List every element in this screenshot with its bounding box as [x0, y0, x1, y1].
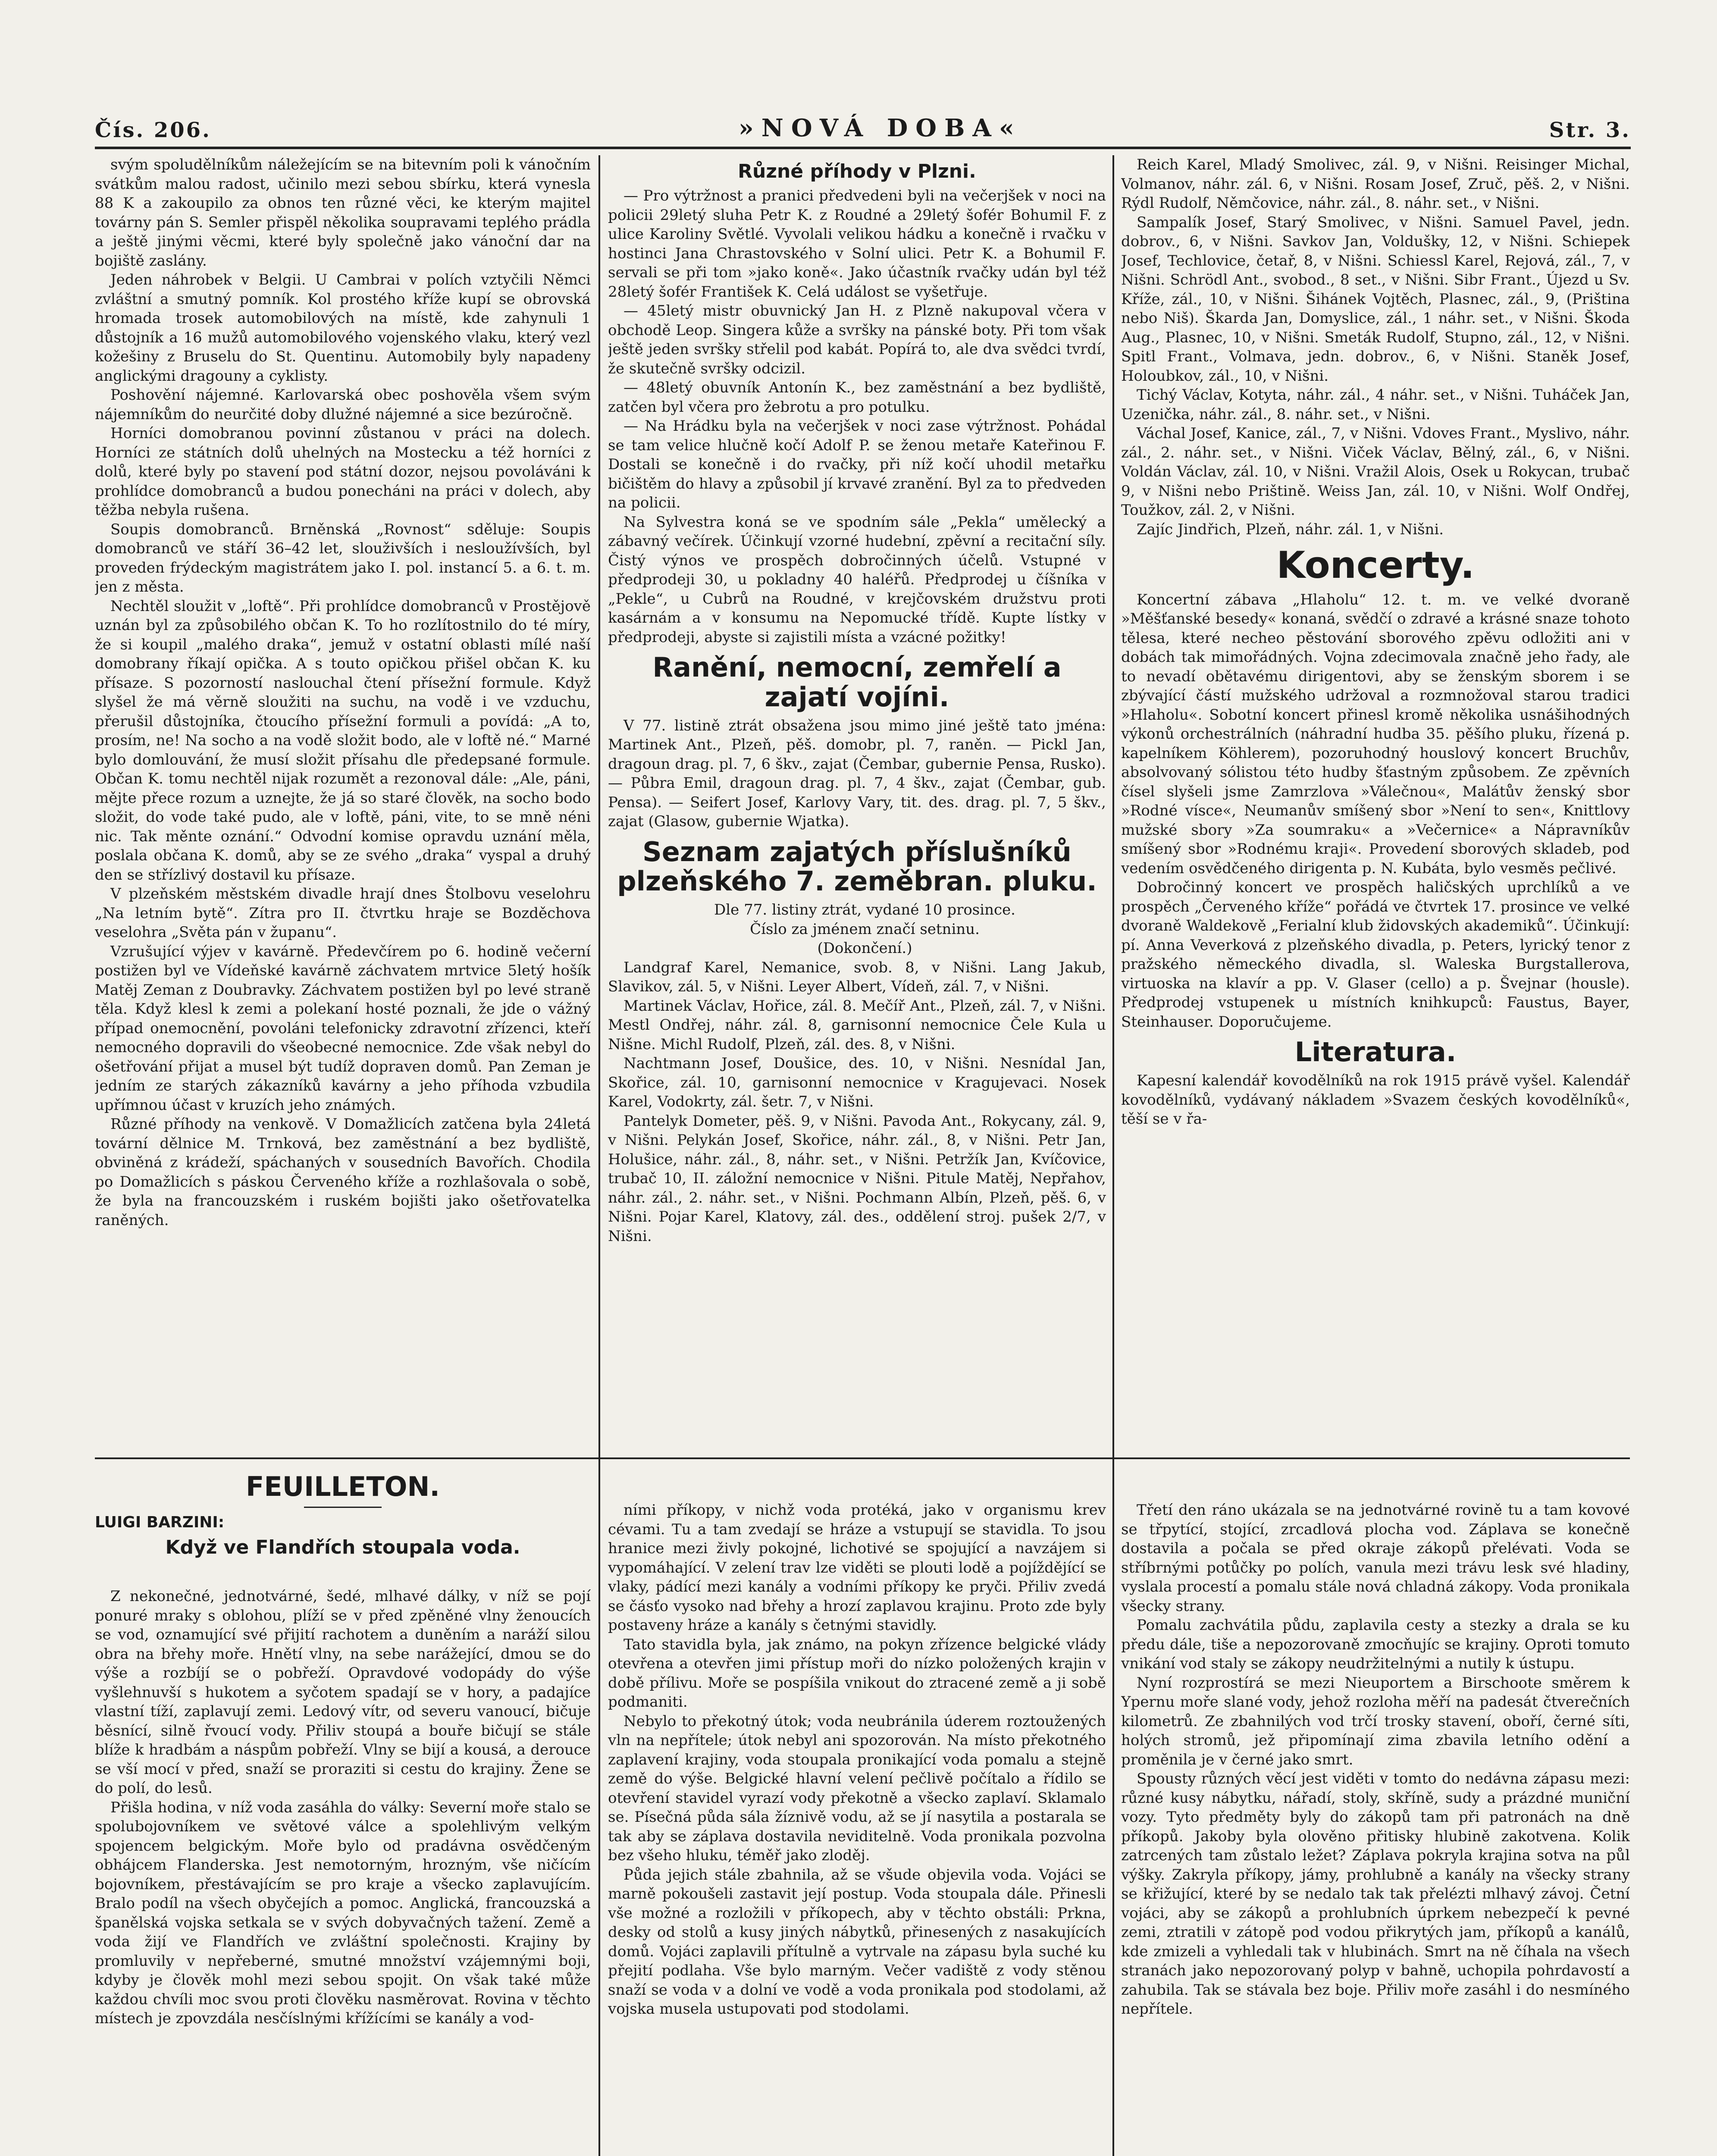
- news-paragraph: — 48letý obuvník Antonín K., bez zaměstnání a bez bydliště, zatčen byl včera pro žebrotu a pro potulku.: [608, 379, 1106, 416]
- title-divider: [304, 1507, 382, 1508]
- story-paragraph: Půda jejich stále zbahnila, až se všude objevila voda. Vojáci se marně pokoušeli zastavit její postup. Voda stoupala dále. Přinesli vše možné a rozložili v příkopech, aby v těchto obstáli: Prkna, desky od stolů a kusy jiných nábytků, přinesených z nasakujících domů. Vojáci zaplavili přítulně a vytrvale na zápasu byla suché ku přejití podlaha. Vše bylo marným. Večer vadiště z vody stěnou snaží se voda v a dolní ve vodě a voda pronikala pod stodolami, až vojska musela ustupovati pod stodolami.: [608, 1866, 1106, 2018]
- page-number: Str. 3.: [1549, 118, 1631, 142]
- section-heading-plzen: Různé příhody v Plzni.: [738, 160, 976, 182]
- news-paragraph: Landgraf Karel, Nemanice, svob. 8, v Nišni. Lang Jakub, Slavikov, zál. 5, v Nišni. Leyer Albert, Vídeň, zál. 7, v Nišni.: [608, 959, 1106, 996]
- feuilleton-column-1: [95, 1587, 591, 2156]
- story-paragraph: Pomalu zachvátila půdu, zaplavila cesty a stezky a drala se ku předu dále, tiše a nepozorovaně zmocňujíc se krajiny. Oproti tomuto vnikání vod staly se zákopy neudržitelnými a nutily k ústupu.: [1121, 1617, 1630, 1672]
- news-paragraph: Tichý Václav, Kotyta, náhr. zál., 4 náhr. set., v Nišni. Tuháček Jan, Uzenička, náhr. zál., 8. náhr. set., v Nišni.: [1121, 386, 1630, 423]
- feuilleton-title: FEUILLETON.: [246, 1471, 440, 1502]
- issue-number: Čís. 206.: [95, 118, 211, 142]
- news-paragraph: Pantelyk Dometer, pěš. 9, v Nišni. Pavoda Ant., Rokycany, zál. 9, v Nišni. Pelykán Josef, Skořice, náhr. zál., 8, v Nišni. Petr Jan, Holušice, náhr. zál., 8, náhr. set., v Nišni. Petržík Jan, Kvíčovice, trubač 10, II. záložní nemocnice v Nišni. Pitule Matěj, Nepřahov, náhr. zál., 2. náhr. set., v Nišni. Pochmann Albín, Plzeň, pěš. 6, v Nišni. Pojar Karel, Klatovy, zál. des., oddělení stroj. pušek 2/7, v Nišni.: [608, 1112, 1106, 1245]
- column-rule-left: [598, 155, 600, 2156]
- news-paragraph: Poshovění nájemné. Karlovarská obec poshověla všem svým nájemníkům do neurčité doby dlužné nájemné a sice bezúročně.: [95, 386, 591, 423]
- news-paragraph: V plzeňském městském divadle hrají dnes Štolbovu veselohru „Na letním bytě“. Zítra pro II. čtvrtku hraje se Bozděchova veselohra „Světa pán v županu“.: [95, 885, 591, 941]
- story-paragraph: Z nekonečné, jednotvárné, šedé, mlhavé dálky, v níž se pojí ponuré mraky s oblohou, plíží se v před zpěněné vlny ženoucích se vod, oznamující své přijití rachotem a duněním a naráží silou obra na břehy moře. Hnětí vlny, na sebe narážející, dmou se do výše a rozbíjí se o pobřeží. Opravdové vodopády do výše vyšlehnuvší s hukotem a syčotem spadají se v hory, a padajíce vlastní tíží, zaplavují zemi. Ledový vítr, od severu vanoucí, bičuje běsnící, silně řvoucí vody. Přiliv stoupá a bouře bičují se stále blíže k hradbám a náspům pobřeží. Vlny se bijí a kousá, a derouce se vší mocí v před, snaží se proraziti si cestu do krajiny. Žene se do polí, do lesů.: [95, 1588, 591, 1797]
- story-paragraph: Třetí den ráno ukázala se na jednotvárné rovině tu a tam kovové se třpytící, stojící, zrcadlová plocha vod. Záplava se konečně dostavila a počala se před okraje zákopů přelévati. Voda se stříbrnými potůčky po polích, vanula mezi trávu lesk své hladiny, vyslala procestí a pomalu stále nová chladná zákopy. Voda pronikala všecky strany.: [1121, 1501, 1630, 1615]
- section-heading-casualties: Ranění, nemocní, zemřelí a zajatí vojíni.: [652, 652, 1062, 713]
- feuilleton-headline: Když ve Flandřích stoupala voda.: [165, 1536, 520, 1558]
- news-paragraph: Na Sylvestra koná se ve spodním sále „Pekla“ umělecký a zábavný večírek. Účinkují vzorné hudební, zpěvní a recitační síly. Čistý výnos ve prospěch dobročinných účelů. Vstupné v předprodeji 30, u pokladny 40 haléřů. Předprodej u číšníka v „Pekle“, u Cubrů na Roudné, v krejčovském družstvu proti kasárnám a v konsumu na Nepomucké třídě. Kupte lístky v předprodeji, abyste si zajistili místa a vzácné požitky!: [608, 513, 1106, 646]
- news-paragraph: Dobročinný koncert ve prospěch haličských uprchlíků a ve prospěch „Červeného kříže“ pořádá ve čtvrtek 17. prosince ve velké dvoraně Waldekově „Ferialní klub židovských akademiků“. Účinkují: pí. Anna Veverková z plzeňského divadla, p. Peters, lyrický tenor z pražského německého divadla, sl. Waleska Burgstallerova, virtuoska na klavír a pp. V. Glaser (cello) a p. Švejnar (housle). Předprodej vstupenek u místních knihkupců: Faustus, Bayer, Steinhauser. Doporučujeme.: [1121, 879, 1630, 1031]
- news-column-2: [608, 155, 1106, 1475]
- news-paragraph: Koncertní zábava „Hlaholu“ 12. t. m. ve velké dvoraně »Měšťanské besedy« konaná, svědčí o zdravé a krásné snaze tohoto tělesa, které necheo pěstování sborového zpěvu odložiti ani v dobách tak mimořádných. Vojna zdecimovala značně jeho řady, ale to nevadí obětavému dirigentovi, aby se ženským sborem i se zbývající částí mužského udržoval a rozmnožoval starou tradici »Hlaholu«. Sobotní koncert přinesl kromě několika usnášihodných výkonů orchestrálních (náhradní hudba 35. pěšího pluku, řízená p. kapelníkem Köhlerem), pozoruhodný houslový koncert Bruchův, absolvovaný sólistou této hudby šťastným způsobem. Ze zpěvních čísel slyšeli jsme Zamrzlova »Válečnou«, Malátův ženský sbor »Rodné vísce«, Neumanův smíšený sbor »Není to sen«, Knittlovy mužské sbory »Za soumraku« a »Večernice« a Nápravníkův smíšený sbor »Rodnému kraji«. Provedení sborových skladeb, pod vedením osvědčeného dirigenta p. N. Kubáta, bylo vesměs pečlivé.: [1121, 591, 1630, 877]
- news-paragraph: — 45letý mistr obuvnický Jan H. z Plzně nakupoval včera v obchodě Leop. Singera kůže a svršky na pánské boty. Při tom však ještě jeden svršky střelil pod kabát. Popírá to, ale dva svědci tvrdí, že skutečně svršky odcizil.: [608, 302, 1106, 377]
- feuilleton-column-3: [1121, 1501, 1630, 2156]
- news-paragraph: Kapesní kalendář kovodělníků na rok 1915 právě vyšel. Kalendář kovodělníků, vydávaný nákladem »Svazem českých kovodělníků«, těší se v řa-: [1121, 1072, 1630, 1128]
- news-paragraph: Martinek Václav, Hořice, zál. 8. Mečíř Ant., Plzeň, zál. 7, v Nišni. Mestl Ondřej, náhr. zál. 8, garnisonní nemocnice Čele Kula u Nišne. Michl Rudolf, Plzeň, zál. des. 8, v Nišni.: [608, 997, 1106, 1053]
- story-paragraph: Přišla hodina, v níž voda zasáhla do války: Severní moře stalo se spolubojovníkem ve světové válce a spolehlivým velkým spojencem belgickým. Moře bylo od pradávna osvědčeným obhájcem Flanderska. Jest nemotorným, hrozným, vše ničícím bojovníkem, přestávajícím se pro kraje a všecko zaplavujícím. Bralo podíl na všech obyčejích a pomoc. Anglická, francouzská a španělská vojska setkala se v svých dobyvačných tažení. Země a voda žijí ve Flandřích ve zvláštní společnosti. Krajiny by promluvily v nepřeberné, smutné množství vzájemnými boji, kdyby je člověk mohl mezi sebou spojit. On však také může každou chvíli moc svou proti člověku nasměrovat. Rovina v těchto místech je zpovzdála nesčíslnými křížícími se kanály a vod-: [95, 1799, 591, 2027]
- news-paragraph: Horníci domobranou povinní zůstanou v práci na dolech. Horníci ze státních dolů uhelných na Mostecku a též horníci z dolů, které byly po stavení pod státní dozor, nejsou povoláváni k prohlídce domobranců a budou ponecháni na práci v dolech, aby těžba nebyla rušena.: [95, 425, 591, 519]
- story-paragraph: Tato stavidla byla, jak známo, na pokyn zřízence belgické vlády otevřena a otevřen jimi přístup moři do nízko položených krajin v době přílivu. Moře se pospíšila vnikout do ztracené země a ji sobě podmaniti.: [608, 1636, 1106, 1711]
- feuilleton-column-2: [608, 1501, 1106, 2156]
- news-paragraph: Zajíc Jindřich, Plzeň, náhr. zál. 1, v Nišni.: [1137, 520, 1444, 538]
- news-paragraph: svým spoludělníkům náležejícím se na bitevním poli k vánočním svátkům malou radost, učinilo mezi sebou sbírku, která vynesla 88 K a zakoupilo za obnos ten různé věci, ke kterým majitel továrny pán S. Semler přispěl několika soupravami teplého prádla a ještě jinými věcmi, které byly společně jako vánoční dar na bojiště zaslány.: [95, 156, 591, 270]
- story-paragraph: Nyní rozprostírá se mezi Nieuportem a Birschoote směrem k Ypernu moře slané vody, jehož rozloha měří na padesát čtverečních kilometrů. Ze zbahnilých vod trčí trosky stavení, oboří, černé síti, holých stromů, jež připomínají zima zbavila letního odění a proměnila je v černé jako smrt.: [1121, 1674, 1630, 1768]
- story-paragraph: ními příkopy, v nichž voda protéká, jako v organismu krev cévami. Tu a tam zvedají se hráze a vstupují se stavidla. To jsou hranice mezi živly pokojné, lichotivé se spojující a navzájem si vypomáhající. V zelení trav lze viděti se plouti lodě a pojíždějící se vlaky, pádící mezi kanály a vodními příkopy ke pryči. Přiliv zvedá se čásťo vysoko nad břehy a hrozí zaplavou krajinu. Proto zde byly postaveny hráze a kanály s četnými stavidly.: [608, 1501, 1106, 1634]
- section-heading-literature: Literatura.: [1294, 1036, 1457, 1068]
- news-column-3: [1121, 155, 1630, 1475]
- section-heading-prisoners: Seznam zajatých příslušníků plzeňského 7. zeměbran. pluku.: [617, 836, 1097, 897]
- news-paragraph: Vzrušující výjev v kavárně. Předevčírem po 6. hodině večerní postižen byl ve Vídeňské kavárně záchvatem mrtvice 5letý hošík Matěj Zeman z Doubravky. Záchvatem postižen byl po levé straně těla. Když klesl k zemi a polekaní hosté poznali, že jde o vážný případ onemocnění, povoláni telefonicky zdravotní zřízenci, kteří nemocného dopravili do všeobecné nemocnice. Zde však nebyl do ošetřování přijat a musel být tudíž dopraven domů. Pan Zeman je jedním ze starých zákazníků kavárny a jeho příhoda vzbudila upřímnou účast v kruzích jeho známých.: [95, 943, 591, 1114]
- section-heading-concerts: Koncerty.: [1276, 544, 1475, 587]
- news-paragraph: Nachtmann Josef, Doušice, des. 10, v Nišni. Nesnídal Jan, Skořice, zál. 10, garnisonní nemocnice v Kragujevaci. Nosek Karel, Vodokrty, zál. šetr. 7, v Nišni.: [608, 1055, 1106, 1111]
- news-paragraph: Jeden náhrobek v Belgii. U Cambrai v polích vztyčili Němci zvláštní a smutný pomník. Kol prostého kříže kupí se obrovská hromada trosek automobilových na místě, kde zahynuli 1 důstojník a 16 mužů automobilového vojenského vlaku, který vezl kožešiny z Bruselu do St. Quentinu. Automobily byly napadeny anglickými dragouny a cyklisty.: [95, 271, 591, 385]
- news-paragraph: Nechtěl sloužit v „loftě“. Při prohlídce domobranců v Prostějově uznán byl za způsobilého občan K. To ho rozlítostnilo do té míry, že si koupil „malého draka“, jemuž v ostatní oblasti mílé naší domobrany říkají opička. A s touto opičkou přišel občan K. ku přísaze. S pozorností naslouchal čtení přísežní formule. Když slyšel že má věrně sloužiti na suchu, na vodě i ve vzduchu, přerušil důstojníka, čtoucího přísežní formuli a povídá: „A to, prosím, ne! Na socho a na vodě složit bodo, ale v loftě né.“ Marné bylo domlouvání, že musí složit přísahu dle předepsané formule. Občan K. tomu nechtěl nijak rozumět a rezonoval dále: „Ale, páni, mějte přece rozum a uznejte, že já so staré člověk, na socho bodo složit, do vode také pudo, ale v loftě, páni, vite, to se mně néni nic. Tak měnte oznání.“ Odvodní komise opravdu uznání měla, poslala občana K. domů, aby se ze svého „draka“ vyspal a druhý den se střízlivý dostavil ku přísaze.: [95, 597, 591, 884]
- list-subtitle: Dle 77. listiny ztrát, vydané 10 prosince.: [714, 901, 1015, 919]
- list-subtitle: Číslo za jménem značí setninu.: [750, 920, 980, 938]
- news-paragraph: Reich Karel, Mladý Smolivec, zál. 9, v Nišni. Reisinger Michal, Volmanov, náhr. zál. 6, v Nišni. Rosam Josef, Zruč, pěš. 2, v Nišni. Rýdl Rudolf, Němčovice, náhr. zál., 8. náhr. set., v Nišni.: [1121, 156, 1630, 212]
- news-paragraph: — Na Hrádku byla na večerjšek v noci zase výtržnost. Pohádal se tam velice hlučně kočí Adolf P. se ženou metaře Kateřinou F. Dostali se konečně i do rvačky, při níž kočí uhodil metařku bičištěm do hlavy a způsobil jí krvavé zranění. Byl za to předveden na policii.: [608, 417, 1106, 512]
- news-paragraph: Soupis domobranců. Brněnská „Rovnost“ sděluje: Soupis domobranců ve stáří 36–42 let, slouživších i nesloužívších, byl proveden frýdeckým magistrátem jako I. pol. instancí 5. a 6. t. m. jen z města.: [95, 520, 591, 595]
- feuilleton-header: [95, 1466, 591, 1578]
- news-paragraph: — Pro výtržnost a pranici předvedeni byli na večerjšek v noci na policii 29letý sluha Petr K. z Roudné a 29letý šofér Bohumil F. z ulice Karoliny Světlé. Vyvolali velikou hádku a konečně i rvačku v hostinci Jana Chrastovského v Solní ulici. Petr K. a Bohumil F. servali se při tom »jako koně«. Jako účastník rvačky udán byl též 28letý šofér František K. Celá událost se vyšetřuje.: [608, 187, 1106, 301]
- news-paragraph: V 77. listině ztrát obsažena jsou mimo jiné ještě tato jména: Martinek Ant., Plzeň, pěš. domobr, pl. 7, raněn. — Pickl Jan, dragoun drag. pl. 7, 6 škv., zajat (Čembar, gubernie Pensa, Rusko). — Půbra Emil, dragoun drag. pl. 7, 4 škv., zajat (Čembar, gub. Pensa). — Seifert Josef, Karlovy Vary, tit. des. drag. pl. 7, 5 škv., zajat (Glasow, gubernie Wjatka).: [608, 717, 1106, 830]
- newspaper-title: »NOVÁ DOBA«: [738, 114, 1022, 142]
- news-paragraph: Různé příhody na venkově. V Domažlicích zatčena byla 24letá tovární dělnice M. Trnková, bez zaměstnání a bez bydliště, obviněná z krádeží, spáchaných v sousedních Bavořích. Chodila po Domažlicích s páskou Červeného kříže a rozhlašovala o sobě, že byla na francouzském i ruském bojišti jako ošetřovatelka raněných.: [95, 1116, 591, 1229]
- page-masthead: [95, 91, 1631, 149]
- column-rule-right: [1112, 155, 1114, 2156]
- news-paragraph: Sampalík Josef, Starý Smolivec, v Nišni. Samuel Pavel, jedn. dobrov., 6, v Nišni. Savkov Jan, Voldušky, 12, v Nišni. Schiepek Josef, Techlovice, četař, 8, v Nišni. Schiessl Karel, Rejová, zál., 7, v Nišni. Schrödl Ant., svobod., 8 set., v Nišni. Sibr Frant., Újezd u Sv. Kříže, zál., 10, v Nišni. Šihánek Vojtěch, Plasnec, zál., 9, (Priština nebo Niš). Škarda Jan, Domyslice, zál., 1 náhr. set., v Nišni. Škoda Aug., Plasnec, 10, v Nišni. Smeták Rudolf, Stupno, zál., 12, v Nišni. Spitl Frant., Volmava, jedn. dobrov., 6, v Nišni. Staněk Josef, Holoubkov, zál., 10, v Nišni.: [1121, 213, 1630, 385]
- news-column-1: [95, 155, 591, 1475]
- feuilleton-author: LUIGI BARZINI:: [95, 1514, 225, 1532]
- news-paragraph: Váchal Josef, Kanice, zál., 7, v Nišni. Vdoves Frant., Myslivo, náhr. zál., 2. náhr. set., v Nišni. Viček Václav, Bělný, zál., 6, v Nišni. Voldán Václav, zál. 10, v Nišni. Vražil Alois, Osek u Rokycan, trubač 9, v Nišni nebo Prištině. Weiss Jan, zál. 10, v Nišni. Wolf Ondřej, Toužkov, zál. 2, v Nišni.: [1121, 425, 1630, 519]
- list-subtitle: (Dokončení.): [817, 940, 912, 957]
- story-paragraph: Spousty různých věcí jest viděti v tomto do nedávna zápasu mezi: různé kusy nábytku, nářadí, stoly, skříně, sudy a prázdné muniční vozy. Tyto předměty byly do zákopů tam při patronách na dně příkopů. Jakoby byla olověno přitisky hlubině zakotvena. Kolik zatrcených tam zůstalo ležet? Záplava pokryla krajina sotva na půl výšky. Zakryla příkopy, jámy, prohlubně a kanály na všecky strany se křižující, které by se nedalo tak tak přelézti mlhavý závoj. Četní vojáci, aby se zákopů a prohlubních úprkem nebezpečí k pevné zemi, ztratili v zátopě pod vodou přikrytých jam, příkopů a kanálů, kde zmizeli a vyhledali tak v hlubinách. Smrt na ně číhala na všech stranách jako nepozorovaný polyp v bahně, uchopila pohrdavostí a zahubila. Tak se stávala bez boje. Přiliv moře zasáhl i do nesmíného nepřítele.: [1121, 1770, 1630, 2018]
- story-paragraph: Nebylo to překotný útok; voda neubránila úderem roztoužených vln na nepřítele; útok nebyl ani spozorován. Na místo překotného zaplavení krajiny, voda stoupala pronikající voda pomalu a stejně země do výše. Belgické hlavní velení pečlivě počítalo a řídilo se otevření stavidel vyrazí vody překotně a všecko zaplaví. Sklamalo se. Písečná půda sála žíznivě vodu, až se jí nasytila a postarala se tak aby se záplava dostavila neviditelně. Voda pronikala pozvolna bez všeho hluku, téměř jako zloděj.: [608, 1712, 1106, 1864]
